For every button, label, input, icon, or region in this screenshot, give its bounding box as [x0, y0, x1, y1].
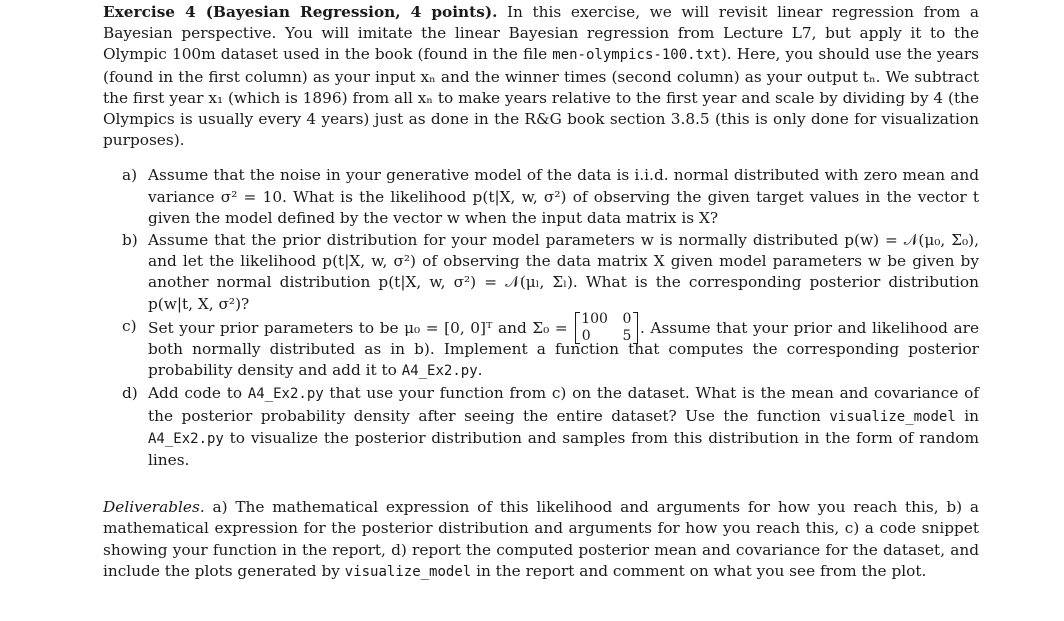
- prior-covariance-matrix: [575, 311, 638, 345]
- task-text-a: Assume that the noise in your generative model of the data is i.i.d. normal distributed with zero mean and variance σ² = 10. What is the likelihood p(t|X, w, σ²) of observing the given target values in the vector t given the model defined by the vector w when the input data matrix is X?: [148, 166, 979, 227]
- task-marker-d: d): [122, 384, 138, 403]
- script-file-name: A4_Ex2.py: [247, 386, 324, 403]
- matrix-cell: 0: [581, 327, 591, 344]
- deliverables-text-1: a) The mathematical expression of this likelihood and arguments for how you reach this, b) a mathematical expression for the posterior distribution and arguments for how you reach this, c) a code snippet showing your function in the report, d) report the computed posterior mean and covariance for the dataset, and include the plots generated by: [103, 498, 979, 580]
- matrix-cell: 0: [622, 310, 632, 327]
- task-text-c-3: .: [477, 361, 483, 380]
- exercise-document: [103, 2, 979, 583]
- exercise-heading: Exercise 4 (Bayesian Regression, 4 points).: [103, 3, 498, 21]
- task-text-d-4: to visualize the posterior distribution and samples from this distribution in the form of random lines.: [148, 428, 979, 470]
- task-text-d-3: in: [955, 406, 979, 425]
- task-item-d: [122, 383, 979, 471]
- deliverables-paragraph: [103, 497, 979, 583]
- task-text-c-2: . Assume that your prior and likelihood are both normally distributed as in b). Implement a function that computes the corresponding posterior probability density and add it to: [148, 318, 979, 380]
- task-text-d-2: that use your function from c) on the dataset. What is the mean and covariance of the posterior probability density after seeing the entire dataset? Use the function: [148, 384, 979, 425]
- intro-text-2: ). Here, you should use the years (found in the first column) as your input xₙ and the winner times (second column) as your output tₙ. We subtract the first year x₁ (which is 1896) from all xₙ to make years relative to the first year and scale by dividing by 4 (the Olympics is usually every 4 years) just as done in the R&G book section 3.8.5 (this is only done for visualization purposes).: [103, 45, 979, 150]
- task-marker-c: c): [122, 316, 137, 335]
- task-marker-a: a): [122, 166, 138, 185]
- task-text-c-1: Set your prior parameters to be μ₀ = [0, 0]ᵀ and Σ₀ =: [148, 318, 574, 337]
- deliverables-text-2: in the report and comment on what you see from the plot.: [471, 561, 927, 580]
- task-list: [103, 165, 979, 471]
- script-file-name: A4_Ex2.py: [401, 363, 478, 380]
- task-item-a: [122, 165, 979, 229]
- script-file-name: A4_Ex2.py: [148, 430, 224, 447]
- matrix-cell: 5: [622, 327, 632, 344]
- visualize-function-name: visualize_model: [829, 408, 956, 425]
- matrix-cell: 100: [581, 310, 608, 327]
- task-text-b: Assume that the prior distribution for your model parameters w is normally distributed p(w) = 𝒩(μ₀, Σ₀), and let the likelihood p(t|X, w, σ²) of observing the data matrix X given model parameters w be given by another normal distribution p(t|X, w, σ²) = 𝒩(μₗ, Σₗ). What is the corresponding posterior distribution p(w|t, X, σ²)?: [148, 231, 979, 313]
- visualize-function-name: visualize_model: [344, 563, 472, 580]
- task-item-b: [122, 230, 979, 315]
- deliverables-label: Deliverables.: [103, 498, 205, 517]
- task-item-c: [122, 310, 979, 383]
- intro-text-1: In this exercise, we will revisit linear regression from a Bayesian perspective. You will imitate the linear Bayesian regression from Lecture L7, but apply it to the Olympic 100m dataset used in the book (found in the file: [103, 3, 979, 64]
- intro-paragraph: [103, 2, 979, 151]
- task-text-d-1: Add code to: [148, 384, 248, 403]
- matrix-row-1: [581, 311, 632, 328]
- matrix-row-2: [581, 328, 632, 345]
- task-marker-b: b): [122, 231, 138, 250]
- dataset-file-name: men-olympics-100.txt: [552, 47, 721, 64]
